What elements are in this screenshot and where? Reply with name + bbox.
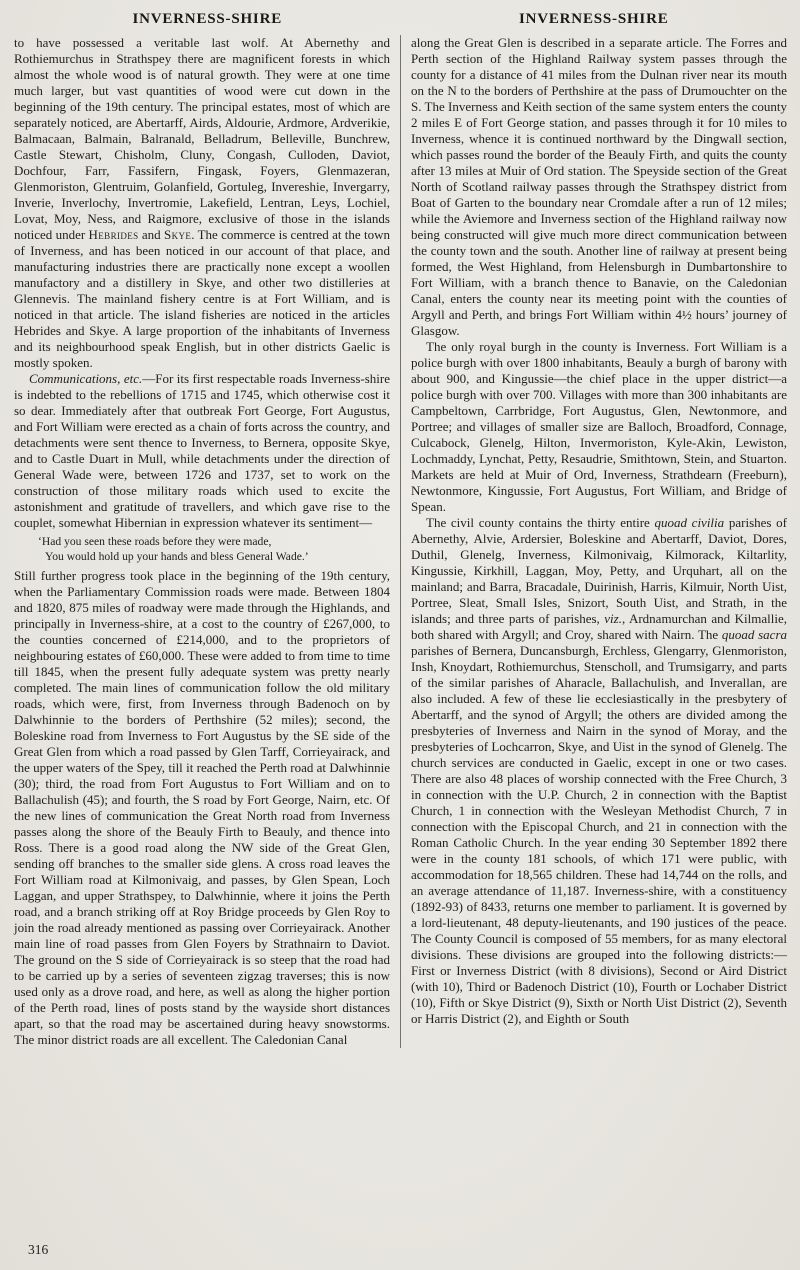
paragraph-parishes-government: The civil county contains the thirty entire quoad civilia parishes of Abernethy, Alvie, Ardersier, Boleskine and Abertarff, Daviot, Dores, Duthil, Glenelg, Inverness, Kilmonivaig, Kilmorack, Kiltarlity, Kingussie, Kirkhill, Laggan, Moy, Petty, and Urquhart, all on the mainland; and Barra, Bracadale, Duirinish, Harris, Kilmuir, North Uist, Portree, Sleat, Small Isles, Snizort, South Uist, and Strath, in the islands; and three parts of parishes, viz., Ardnamurchan and Kilmallie, both shared with Argyll; and Croy, shared with Nairn. The quoad sacra parishes of Bernera, Duncansburgh, Erchless, Glengarry, Glenmoriston, Insh, Knoydart, Rothiemurchus, Stenscholl, and Trumsigarry, and parts of the similar parishes of Aharacle, Ballachulish, and Inverallan, are also included. A few of these lie ecclesiastically in the presbytery of Abertarff, and the synod of Argyll; the others are divided among the presbyteries of Inverness and Nairn in the synod of Moray, and the presbyteries of Lochcarron, Skye, and Uist in the synod of Glenelg. The church services are conducted in Gaelic, except in one or two cases. There are also 48 places of worship connected with the Free Church, 3 in connection with the U.P. Church, 2 in connection with the Baptist Church, 1 in connection with the Wesleyan Methodist Church, 7 in connection with the Episcopal Church, and 21 in connection with the Roman Catholic Church. In the year ending 30 September 1892 there were in the county 181 schools, of which 171 were public, with accommodation for 18,565 children. These had 14,744 on the rolls, and an average attendance of 11,187. Inverness-shire, with a constituency (1892-93) of 8433, returns one member to parliament. It is governed by a lord-lieutenant, 48 deputy-lieutenants, and 190 justices of the peace. The County Council is composed of 55 members, for as many electoral divisions. These divisions are grouped into the following districts:—First or Inverness District (with 8 divisions), Second or Aird District (with 10), Third or Badenoch District (10), Fourth or Lochaber District (10), Fifth or Skye District (9), Sixth or North Uist District (2), Seventh or Harris District (2), and Eighth or South <box>411 515 788 1026</box>
text-columns <box>0 35 800 1048</box>
verse-couplet <box>38 535 390 564</box>
paragraph-railways: along the Great Glen is described in a separate article. The Forres and Perth section of the Highland Railway system passes through the county for a distance of 41 miles from the Dulnan river near its mouth on the N to the borders of Perthshire at the pass of Drumouchter on the S. The Inverness and Keith section of the same system enters the county 2 miles E of Fort George station, and passes through it for 10 miles to Inverness, whence it is continued northward by the Dingwall section, which passes round the border of the Beauly Firth, and quits the county after 13 miles at Muir of Ord station. The Speyside section of the Great North of Scotland railway passes through the Strathspey district from Boat of Garten to the boundary near Cromdale after a run of 12 miles; while the Aviemore and Inverness section of the Highland railway now being constructed will give much more direct communication between the county town and the south. Another line of railway at present being formed, the West Highland, from Helensburgh in Dumbartonshire to Fort William, with a branch thence to Banavie, on the Caledonian Canal, enters the county near its meeting point with the counties of Argyll and Perth, and brings Fort William within 4½ hours’ journey of Glasgow. <box>411 35 787 338</box>
paragraph-communications: Communications, etc.—For its first respectable roads Inverness-shire is indebted to the rebellions of 1715 and 1745, which otherwise cost it so dear. Immediately after that outbreak Fort George, Fort Augustus, and Fort William were erected as a chain of forts across the country, and detachments were sent thence to Inverness, to Bernera, opposite Skye, and to Castle Duart in Mull, while detachments under the direction of General Wade were, between 1726 and 1737, set to work on the construction of those military roads which used to excite the astonishment and gratitude of travellers, and which gave rise to the couplet, somewhat Hibernian in expression whatever its sentiment— <box>14 371 390 530</box>
page-footer <box>28 1242 48 1258</box>
column-divider <box>400 35 401 1048</box>
left-column-header: INVERNESS-SHIRE <box>132 11 283 27</box>
left-column <box>14 35 390 1048</box>
verse-line: ‘Had you seen these roads before they were made, <box>38 535 272 548</box>
page-number: 316 <box>28 1242 49 1257</box>
paragraph-roads: Still further progress took place in the beginning of the 19th century, when the Parliamentary Commission roads were made. Between 1804 and 1820, 875 miles of roadway were made through the Highlands, and principally in Inverness-shire, at a cost to the country of £267,000, to the counties concerned of £214,000, and to the proprietors of neighbouring estates of £60,000. These were added to from time to time till 1845, when the present fully adequate system was pretty nearly completed. The main lines of communication follow the old military roads, which were, first, from Inverness through Badenoch on by Dalwhinnie to the borders of Perthshire (52 miles); second, the Boleskine road from Inverness to Fort Augustus by the SE side of the Great Glen from which a road passed by Glen Tarff, Corrieyairack, and the upper waters of the Spey, till it reached the Perth road at Dalwhinnie (30); third, the road from Fort Augustus to Fort William and on to Ballachulish (45); and fourth, the S road by Fort George, Nairn, etc. Of the new lines of communication the Great North road from Inverness passes along the shore of the Beauly Firth to Beauly, and thence into Ross. There is a good road along the NW side of the Great Glen, sending off branches to the smaller side glens. A cross road leaves the Fort William road at Kilmonivaig, and passes, by Glen Spean, Loch Laggan, and upper Strathspey, to Dalwhinnie, where it joins the Perth road, and a branch striking off at Roy Bridge proceeds by Glen Roy to join the road already mentioned as passing over Corrieyairack. Another main line of road passes from Glen Foyers by Strathnairn to Daviot. The ground on the S side of Corrieyairack is so steep that the road had to be carried up by a series of seventeen zigzag traverses; this is now used only as a drove road, and here, as well as along the higher portion of the Perth road, lines of posts stand by the wayside short distances apart, so that the road may be ascertained during heavy snowstorms. The minor district roads are all excellent. The Caledonian Canal <box>14 568 390 1047</box>
verse-line: You would hold up your hands and bless General Wade.’ <box>45 549 309 563</box>
right-column-header: INVERNESS-SHIRE <box>518 11 669 27</box>
paragraph-wolf-estates: to have possessed a veritable last wolf. At Abernethy and Rothiemurchus in Strathspey there are magnificent forests in which almost the whole wood is of natural growth. They were at one time much larger, but vast quantities of wood were cut down in the beginning of the 19th century. The principal estates, most of which are separately noticed, are Abertarff, Airds, Aldourie, Ardmore, Ardverikie, Balmacaan, Balmain, Balranald, Belladrum, Belleville, Bunchrew, Castle Stewart, Chisholm, Cluny, Congash, Culloden, Daviot, Dochfour, Farr, Fassifern, Fingask, Foyers, Glenmazeran, Glenmoriston, Glentruim, Golanfield, Gortuleg, Invereshie, Invergarry, Inverie, Inverlochy, Invertromie, Lakefield, Lentran, Leys, Lochiel, Lovat, Moy, Ness, and Raigmore, exclusive of those in the islands noticed under Hebrides and Skye. The commerce is centred at the town of Inverness, and has been noticed in our account of that place, and manufacturing industries there are practically none except a woollen manufactory and a distillery in Skye, and other two distilleries at Glennevis. The mainland fishery centre is at Fort William, and is noticed in that article. The island fisheries are noticed in the articles Hebrides and Skye. A large proportion of the inhabitants of Inverness and its neighbourhood speak English, but in other districts Gaelic is mostly spoken. <box>14 35 390 370</box>
running-heads <box>0 0 800 35</box>
paragraph-burghs-villages: The only royal burgh in the county is Inverness. Fort William is a police burgh with over 1800 inhabitants, Beauly a burgh of barony with about 900, and Kingussie—the chief place in the upper district—a police burgh with over 700. Villages with more than 300 inhabitants are Campbeltown, Carrbridge, Fort Augustus, Glen, Newtonmore, and Portree; and villages of smaller size are Balloch, Broadford, Connage, Culcabock, Glenelg, Hilton, Invermoriston, Kyle-Akin, Lewiston, Lochmaddy, Lynchat, Petty, Resaudrie, Smithtown, Stein, and Stuarton. Markets are held at Muir of Ord, Inverness, Strathdearn (Freeburn), Newtonmore, Kingussie, Fort Augustus, Fort William, and Bridge of Spean. <box>411 339 787 514</box>
right-column <box>411 35 787 1048</box>
